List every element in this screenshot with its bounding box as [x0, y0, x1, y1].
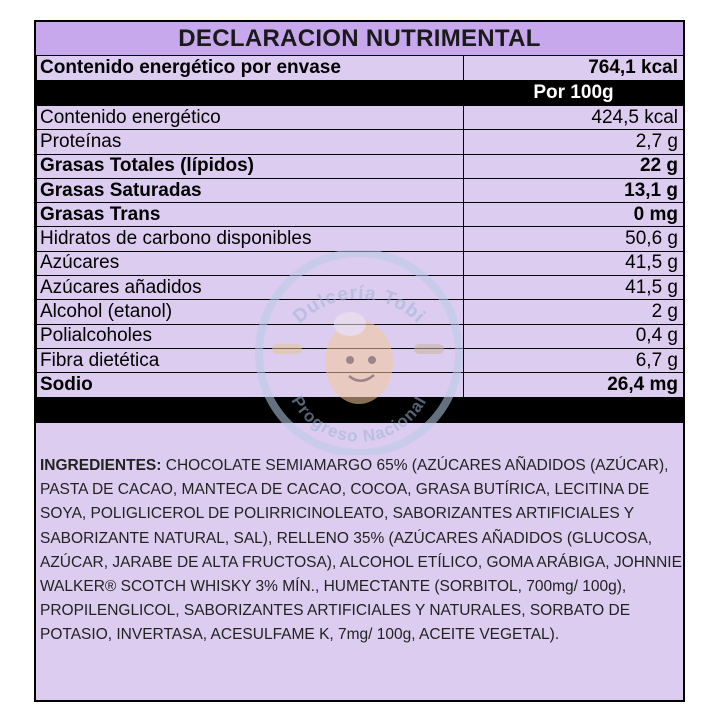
nutrient-value: 2,7 g — [464, 130, 684, 154]
nutrient-label: Alcohol (etanol) — [37, 300, 464, 324]
header-blank-cell — [37, 81, 464, 106]
watermark-top-text: Dulcería Tobi — [289, 282, 430, 328]
table-footer-bar — [37, 397, 684, 422]
nutrient-value: 6,7 g — [464, 348, 684, 372]
nutrient-row — [37, 373, 684, 397]
nutrient-value: 41,5 g — [464, 276, 684, 300]
nutrient-row — [37, 130, 684, 154]
nutrient-label: Hidratos de carbono disponibles — [37, 227, 464, 251]
footer-cell — [37, 397, 464, 422]
watermark-bottom-text: Progreso Nacional — [287, 392, 431, 446]
energy-per-pack-label: Contenido energético por envase — [37, 56, 464, 81]
nutrient-row — [37, 348, 684, 372]
label-title: DECLARACION NUTRIMENTAL — [36, 22, 683, 55]
nutrient-row — [37, 178, 684, 202]
nutrient-value: 22 g — [464, 154, 684, 178]
nutrient-label: Fibra dietética — [37, 348, 464, 372]
nutrient-label: Proteínas — [37, 130, 464, 154]
nutrient-value: 0,4 g — [464, 324, 684, 348]
energy-per-pack-row — [37, 56, 684, 81]
nutrient-value: 13,1 g — [464, 178, 684, 202]
ingredients-label: INGREDIENTES: — [40, 457, 162, 474]
ingredients-text: CHOCOLATE SEMIAMARGO 65% (AZÚCARES AÑADIDOS (AZÚCAR), PASTA DE CACAO, MANTECA DE CACAO, COCOA, GRASA BUTÍRICA, LECITINA DE SOYA, POLIGLICEROL DE POLIRRICINOLEATO, SABORIZANTES ARTIFICIALES Y SABORIZANTE NATURAL, SAL), RELLENO 35% (AZÚCARES AÑADIDOS (GLUCOSA, AZÚCAR, JARABE DE ALTA FRUCTOSA), ALCOHOL ETÍLICO, GOMA ARÁBIGA, JOHNNIE WALKER® SCOTCH WHISKY 3% MÍN., HUMECTANTE (SORBITOL, 700mg/ 100g), PROPILENGLICOL, SABORIZANTES ARTIFICIALES Y NATURALES, SORBATO DE POTASIO, INVERTASA, ACESULFAME K, 7mg/ 100g, ACEITE VEGETAL). — [40, 457, 682, 644]
nutrient-row — [37, 251, 684, 275]
nutrient-value: 424,5 kcal — [464, 106, 684, 130]
nutrient-value: 0 mg — [464, 203, 684, 227]
nutrient-label: Grasas Saturadas — [37, 178, 464, 202]
nutrient-label: Sodio — [37, 373, 464, 397]
nutrient-label: Polialcoholes — [37, 324, 464, 348]
nutrient-value: 41,5 g — [464, 251, 684, 275]
nutrient-row — [37, 154, 684, 178]
nutrient-row — [37, 276, 684, 300]
nutrient-row — [37, 300, 684, 324]
energy-per-pack-value: 764,1 kcal — [464, 56, 684, 81]
ingredients-block — [36, 454, 683, 648]
nutrient-label: Azúcares — [37, 251, 464, 275]
nutrient-value: 26,4 mg — [464, 373, 684, 397]
nutrient-row — [37, 324, 684, 348]
nutrient-row — [37, 203, 684, 227]
per-100g-header-row — [37, 81, 684, 106]
nutrient-value: 2 g — [464, 300, 684, 324]
footer-cell — [464, 397, 684, 422]
nutrient-row — [37, 106, 684, 130]
nutrient-value: 50,6 g — [464, 227, 684, 251]
nutrient-label: Grasas Trans — [37, 203, 464, 227]
nutrient-label: Azúcares añadidos — [37, 276, 464, 300]
nutrition-table — [36, 55, 684, 423]
nutrient-label: Grasas Totales (lípidos) — [37, 154, 464, 178]
nutrient-label: Contenido energético — [37, 106, 464, 130]
nutrient-row — [37, 227, 684, 251]
per-100g-header: Por 100g — [464, 81, 684, 106]
nutrition-label — [34, 20, 685, 702]
